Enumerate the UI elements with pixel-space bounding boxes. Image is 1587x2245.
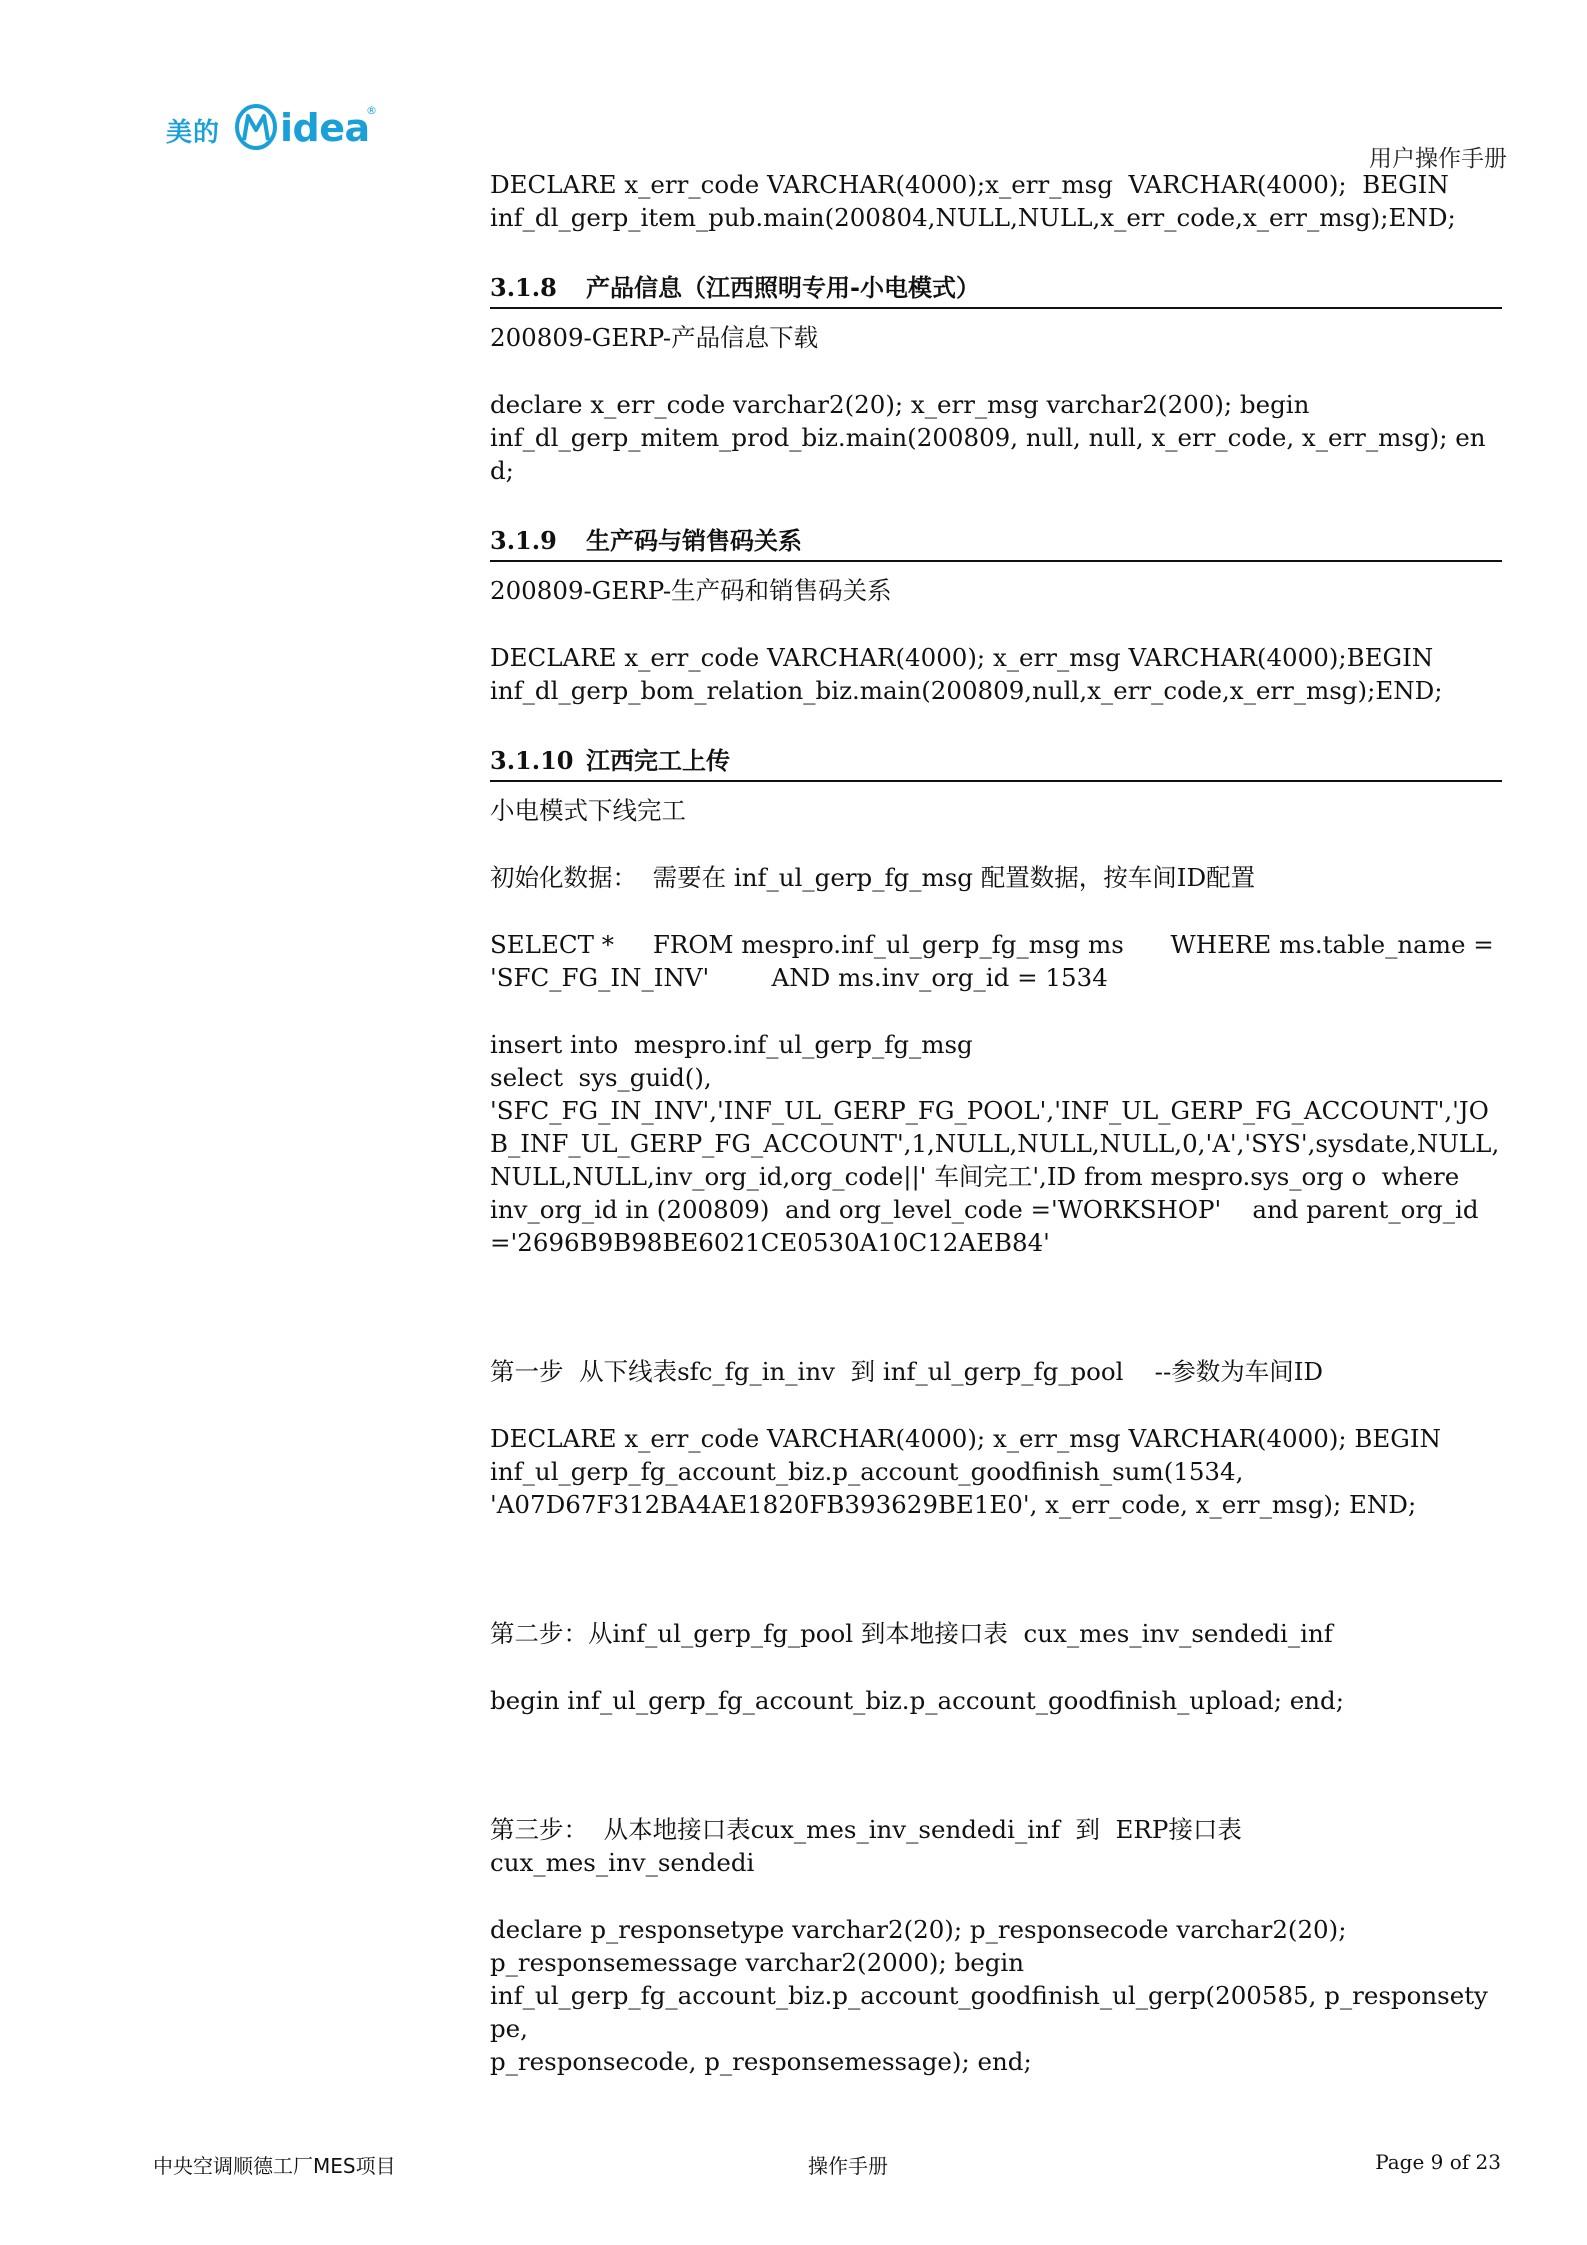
code-line: 'SFC_FG_IN_INV','INF_UL_GERP_FG_POOL','INF_UL_GERP_FG_ACCOUNT','JO [490,1096,1489,1125]
paragraph [490,574,1502,607]
code-line: declare p_responsetype varchar2(20); p_responsecode varchar2(20); [490,1915,1347,1944]
code-line: DECLARE x_err_code VARCHAR(4000);x_err_msg VARCHAR(4000); BEGIN [490,170,1449,199]
code-line: inf_dl_gerp_item_pub.main(200804,NULL,NULL,x_err_code,x_err_msg);END; [490,203,1456,232]
code-line: select sys_guid(), [490,1063,712,1092]
midea-m-icon [234,102,278,152]
code-line: inv_org_id in (200809) and org_level_code ='WORKSHOP' and parent_org_id [490,1195,1479,1224]
code-line: insert into mespro.inf_ul_gerp_fg_msg [490,1030,973,1059]
footer-project: 中央空调顺德工厂MES项目 [153,2154,396,2178]
paragraph [490,321,1502,354]
code-line: DECLARE x_err_code VARCHAR(4000); x_err_msg VARCHAR(4000); BEGIN [490,1424,1441,1453]
logo-cn-text: 美的 [166,118,221,148]
code-line: 'A07D67F312BA4AE1820FB393629BE1E0', x_err_code, x_err_msg); END; [490,1490,1417,1519]
spacer [490,1293,1502,1355]
paragraph [490,794,1502,827]
section-title: 江西完工上传 [586,747,730,775]
step-text: 第三步： 从本地接口表cux_mes_inv_sendedi_inf 到 ERP接口表 [490,1815,1242,1844]
code-block [490,1422,1502,1521]
section-number: 3.1.8 [490,273,557,302]
code-line: 'SFC_FG_IN_INV' AND ms.inv_org_id = 1534 [490,963,1108,992]
code-line: begin inf_ul_gerp_fg_account_biz.p_account_goodfinish_upload; end; [490,1686,1344,1715]
code-block [490,1028,1502,1259]
section-title: 产品信息（江西照明专用-小电模式） [586,274,980,302]
step-text: 第二步：从inf_ul_gerp_fg_pool 到本地接口表 cux_mes_inv_sendedi_inf [490,1619,1333,1648]
section-title: 生产码与销售码关系 [586,527,802,555]
paragraph [490,1617,1502,1650]
code-line: B_INF_UL_GERP_FG_ACCOUNT',1,NULL,NULL,NULL,0,'A','SYS',sysdate,NULL, [490,1129,1500,1158]
code-line: inf_dl_gerp_mitem_prod_biz.main(200809, null, null, x_err_code, x_err_msg); end; [490,423,1486,485]
code-block [490,928,1502,994]
code-line: inf_ul_gerp_fg_account_biz.p_account_goodfinish_ul_gerp(200585, p_responsetype, [490,1981,1488,2043]
paragraph-text: 初始化数据： 需要在 inf_ul_gerp_fg_msg 配置数据，按车间ID配置 [490,863,1256,892]
code-line: SELECT * FROM mespro.inf_ul_gerp_fg_msg ms WHERE ms.table_name = [490,930,1494,959]
header-title: 用户操作手册 [1369,146,1507,172]
step-text: 第一步 从下线表sfc_fg_in_inv 到 inf_ul_gerp_fg_pool --参数为车间ID [490,1357,1324,1386]
registered-mark: ® [366,104,377,117]
paragraph-text: 200809-GERP-生产码和销售码关系 [490,576,892,605]
paragraph [490,1355,1502,1388]
code-line: inf_dl_gerp_bom_relation_biz.main(200809,null,x_err_code,x_err_msg);END; [490,676,1443,705]
paragraph [490,861,1502,894]
code-block [490,1684,1502,1717]
paragraph-text: 200809-GERP-产品信息下载 [490,323,819,352]
code-block [490,1913,1502,2078]
code-line: inf_ul_gerp_fg_account_biz.p_account_goodfinish_sum(1534, [490,1457,1244,1486]
section-heading-3-1-9 [490,521,1502,562]
spacer [490,1751,1502,1813]
code-line: ='2696B9B98BE6021CE0530A10C12AEB84' [490,1228,1050,1257]
code-line: p_responsecode, p_responsemessage); end; [490,2047,1032,2076]
section-number: 3.1.10 [490,746,574,775]
spacer [490,1555,1502,1617]
code-line: DECLARE x_err_code VARCHAR(4000); x_err_msg VARCHAR(4000);BEGIN [490,643,1434,672]
logo-en-text: idea [280,106,370,150]
code-line: declare x_err_code varchar2(20); x_err_msg varchar2(200); begin [490,390,1310,419]
footer-page-number: Page 9 of 23 [1375,2150,1501,2174]
code-line: NULL,NULL,inv_org_id,org_code||' 车间完工',ID from mespro.sys_org o where [490,1162,1460,1191]
code-block [490,641,1502,707]
step-text: cux_mes_inv_sendedi [490,1848,755,1877]
footer-doc-type: 操作手册 [808,2154,888,2178]
section-heading-3-1-8 [490,268,1502,309]
code-block [490,388,1502,487]
top-code-block [490,168,1502,234]
section-number: 3.1.9 [490,526,557,555]
paragraph-text: 小电模式下线完工 [490,796,686,825]
section-heading-3-1-10 [490,741,1502,782]
document-body [490,168,1502,2112]
paragraph [490,1813,1502,1879]
code-line: p_responsemessage varchar2(2000); begin [490,1948,1025,1977]
